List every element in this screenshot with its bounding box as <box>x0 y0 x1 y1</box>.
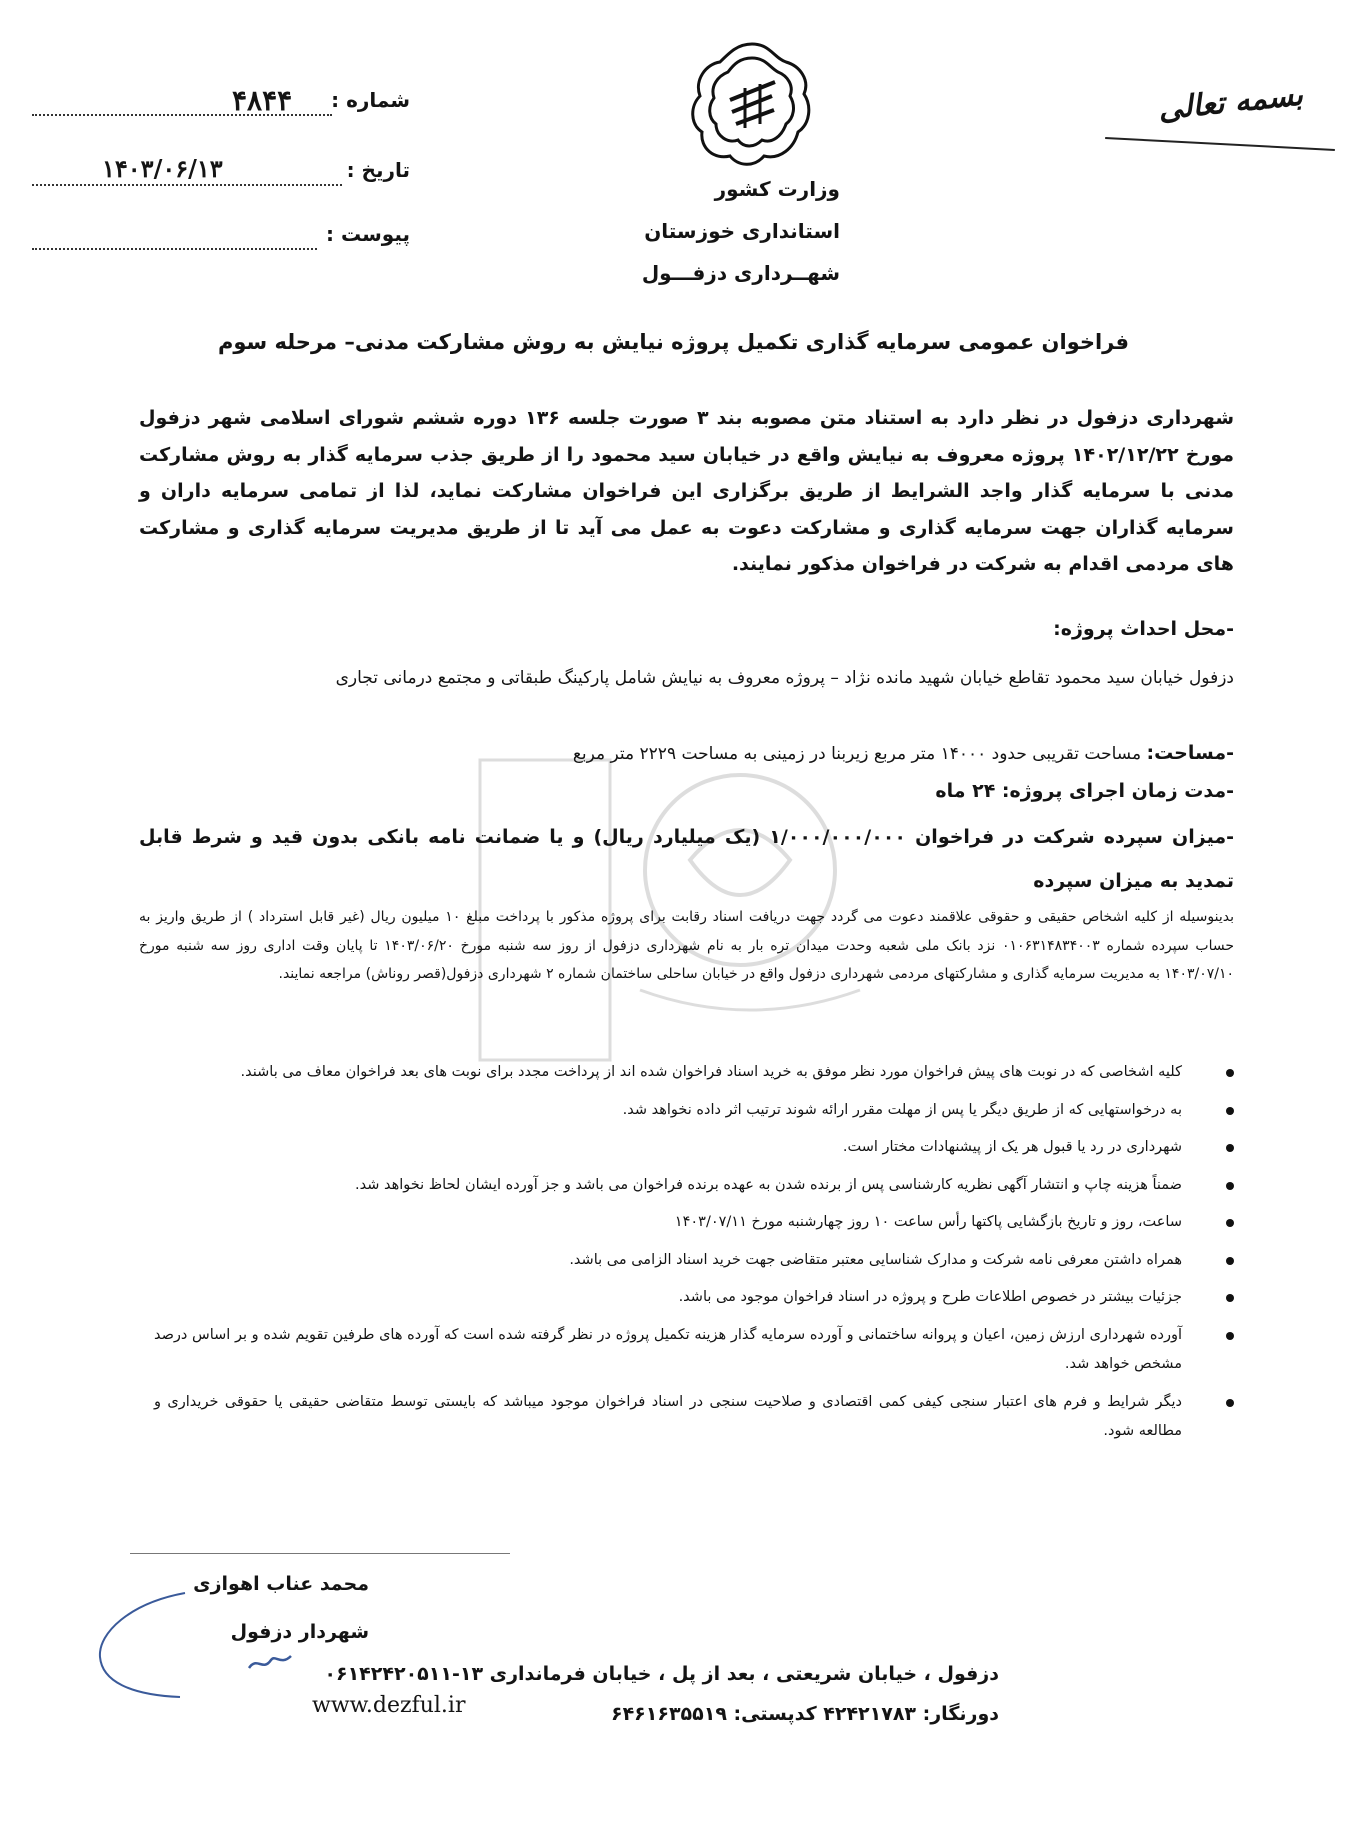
intro-paragraph: شهرداری دزفول در نظر دارد به استناد متن مصوبه بند ۳ صورت جلسه ۱۳۶ دوره ششم شورای اسلامی شهر دزفول مورخ ۱۴۰۲/۱۲/۲۲ پروژه معروف به نیایش واقع در خیابان سید محمود را از طریق جذب سرمایه گذار به روش مشارکت مدنی با سرمایه گذار واجد الشرایط از طریق برگزاری این فراخوان مشارکت نماید، لذا از تمامی سرمایه داران و سرمایه گذاران جهت سرمایه گذاری و مشارکت دعوت به عمل می آید تا از طریق مدیریت سرمایه گذاری و مشارکت های مردمی اقدام به شرکت در فراخوان مذکور نمایند. <box>139 407 1235 575</box>
list-item-text: آورده شهرداری ارزش زمین، اعیان و پروانه ساختمانی و آورده سرمایه گذار هزینه تکمیل پروژه در نظر گرفته شده است که آورده های طرفین تقویم شده و بر اساس درصد مشخص خواهد شد. <box>154 1326 1182 1372</box>
list-item <box>154 1096 1234 1126</box>
besmeh-text: بسمه تعالی <box>1156 77 1305 128</box>
letter-number-label: شماره : <box>331 88 410 112</box>
list-item <box>154 1388 1234 1447</box>
letter-date-row <box>32 154 410 198</box>
org-line-ministry: وزارت کشور <box>714 177 840 201</box>
attachment-label: پیوست : <box>325 222 410 246</box>
letter-number-row <box>32 84 410 128</box>
bullet-icon <box>1226 1107 1234 1115</box>
organization-header <box>580 168 840 294</box>
footer-fax-postal: دورنگار: ۴۲۴۲۱۷۸۳ کدپستی: ۶۴۶۱۶۳۵۵۱۹ <box>610 1703 999 1725</box>
location-label: -محل احداث پروژه: <box>1053 618 1234 640</box>
besmeh-underline <box>1105 137 1335 151</box>
bullet-icon <box>1226 1069 1234 1077</box>
besmeh-heading <box>1105 77 1335 155</box>
signature-divider <box>130 1553 510 1554</box>
letter-date-label: تاریخ : <box>346 158 410 182</box>
deposit-paragraph: -میزان سپرده شرکت در فراخوان ۱/۰۰۰/۰۰۰/۰۰۰ (یک میلیارد ریال) و یا ضمانت نامه بانکی بدون قید و شرط قابل تمدید به میزان سپرده <box>139 826 1235 892</box>
municipality-emblem-icon <box>690 40 815 170</box>
announcement-title: فراخوان عمومی سرمایه گذاری تکمیل پروژه نیایش به روش مشارکت مدنی– مرحله سوم <box>217 330 1129 354</box>
footer-website: www.dezful.ir <box>312 1693 466 1718</box>
letter-date-dots <box>32 184 342 186</box>
bullet-icon <box>1226 1399 1234 1407</box>
org-line-governorate: استانداری خوزستان <box>644 219 840 243</box>
bullet-icon <box>1226 1144 1234 1152</box>
org-line-municipality: شهــرداری دزفـــول <box>641 261 840 285</box>
list-item <box>154 1246 1234 1276</box>
list-item-text: همراه داشتن معرفی نامه شرکت و مدارک شناسایی معتبر متقاضی جهت خرید اسناد الزامی می باشد. <box>569 1251 1182 1268</box>
bullet-icon <box>1226 1219 1234 1227</box>
list-item-text: ضمناً هزینه چاپ و انتشار آگهی نظریه کارشناسی پس از برنده شدن به عهده برنده فراخوان می باشد و جز آورده ایشان لحاظ نخواهد شد. <box>354 1176 1182 1193</box>
list-item-text: شهرداری در رد یا قبول هر یک از پیشنهادات مختار است. <box>842 1139 1182 1155</box>
bullet-icon <box>1226 1182 1234 1190</box>
list-item <box>154 1283 1234 1313</box>
list-item <box>154 1321 1234 1380</box>
handwritten-signature <box>90 1585 290 1705</box>
duration-line: -مدت زمان اجرای پروژه: ۲۴ ماه <box>935 780 1234 802</box>
list-item <box>154 1171 1234 1201</box>
area-label: -مساحت: <box>1146 742 1234 764</box>
area-line <box>139 742 1234 764</box>
list-item-text: کلیه اشخاصی که در نوبت های پیش فراخوان مورد نظر موفق به خرید اسناد فراخوان شده اند از پرداخت مجدد برای نوبت های بعد فراخوان معاف می باشند. <box>240 1064 1182 1080</box>
signature-mark <box>245 1650 295 1675</box>
list-item <box>154 1133 1234 1163</box>
signer-position: شهردار دزفول <box>230 1621 369 1643</box>
list-item-text: دیگر شرایط و فرم های اعتبار سنجی کیفی کمی اقتصادی و صلاحیت سنجی در اسناد فراخوان موجود میباشد که بایستی توسط متقاضی حقیقی یا حقوقی خریداری و مطالعه شود. <box>154 1393 1182 1439</box>
signer-name: محمد عناب اهوازی <box>193 1573 369 1595</box>
letter-date-value: ۱۴۰۳/۰۶/۱۳ <box>102 154 223 183</box>
area-text: مساحت تقریبی حدود ۱۴۰۰۰ متر مربع زیربنا در زمینی به مساحت ۲۲۲۹ متر مربع <box>572 744 1142 764</box>
list-item-text: به درخواستهایی که از طریق دیگر یا پس از مهلت مقرر ارائه شوند ترتیب اثر داده نخواهد شد. <box>622 1101 1182 1118</box>
conditions-list <box>154 1058 1234 1455</box>
bullet-icon <box>1226 1332 1234 1340</box>
bullet-icon <box>1226 1294 1234 1302</box>
list-item-text: جزئیات بیشتر در خصوص اطلاعات طرح و پروژه در اسناد فراخوان موجود می باشد. <box>678 1289 1182 1305</box>
footer-address: دزفول ، خیابان شریعتی ، بعد از پل ، خیابان فرمانداری ۱۳-۰۶۱۴۲۴۲۰۵۱۱ <box>324 1663 999 1685</box>
location-text: دزفول خیابان سید محمود تقاطع خیابان شهید مانده نژاد – پروژه معروف به نیایش شامل پارکینگ طبقاتی و مجتمع درمانی تجاری <box>335 668 1234 688</box>
attachment-dots <box>32 248 317 250</box>
list-item <box>154 1208 1234 1238</box>
letter-number-value: ۴۸۴۴ <box>232 84 293 117</box>
bullet-icon <box>1226 1257 1234 1265</box>
attachment-row <box>32 222 410 262</box>
list-item <box>154 1058 1234 1088</box>
list-item-text: ساعت، روز و تاریخ بازگشایی پاکتها رأس ساعت ۱۰ روز چهارشنبه مورخ ۱۴۰۳/۰۷/۱۱ <box>674 1214 1182 1230</box>
invitation-paragraph: بدینوسیله از کلیه اشخاص حقیقی و حقوقی علاقمند دعوت می گردد جهت دریافت اسناد رقابت برای پروژه مذکور با پرداخت مبلغ ۱۰ میلیون ریال (غیر قابل استرداد ) از طریق واریز به حساب سپرده شماره ۰۱۰۶۳۱۴۸۳۴۰۰۳ نزد بانک ملی شعبه وحدت میدان تره بار به نام شهرداری دزفول از روز سه شنبه مورخ ۱۴۰۳/۰۶/۲۰ تا پایان وقت اداری روز سه شنبه مورخ ۱۴۰۳/۰۷/۱۰ به مدیریت سرمایه گذاری و مشارکتهای مردمی شهرداری دزفول واقع در خیابان ساحلی ساختمان شماره ۲ شهرداری دزفول(قصر روناش) مراجعه نمایند. <box>139 909 1234 982</box>
